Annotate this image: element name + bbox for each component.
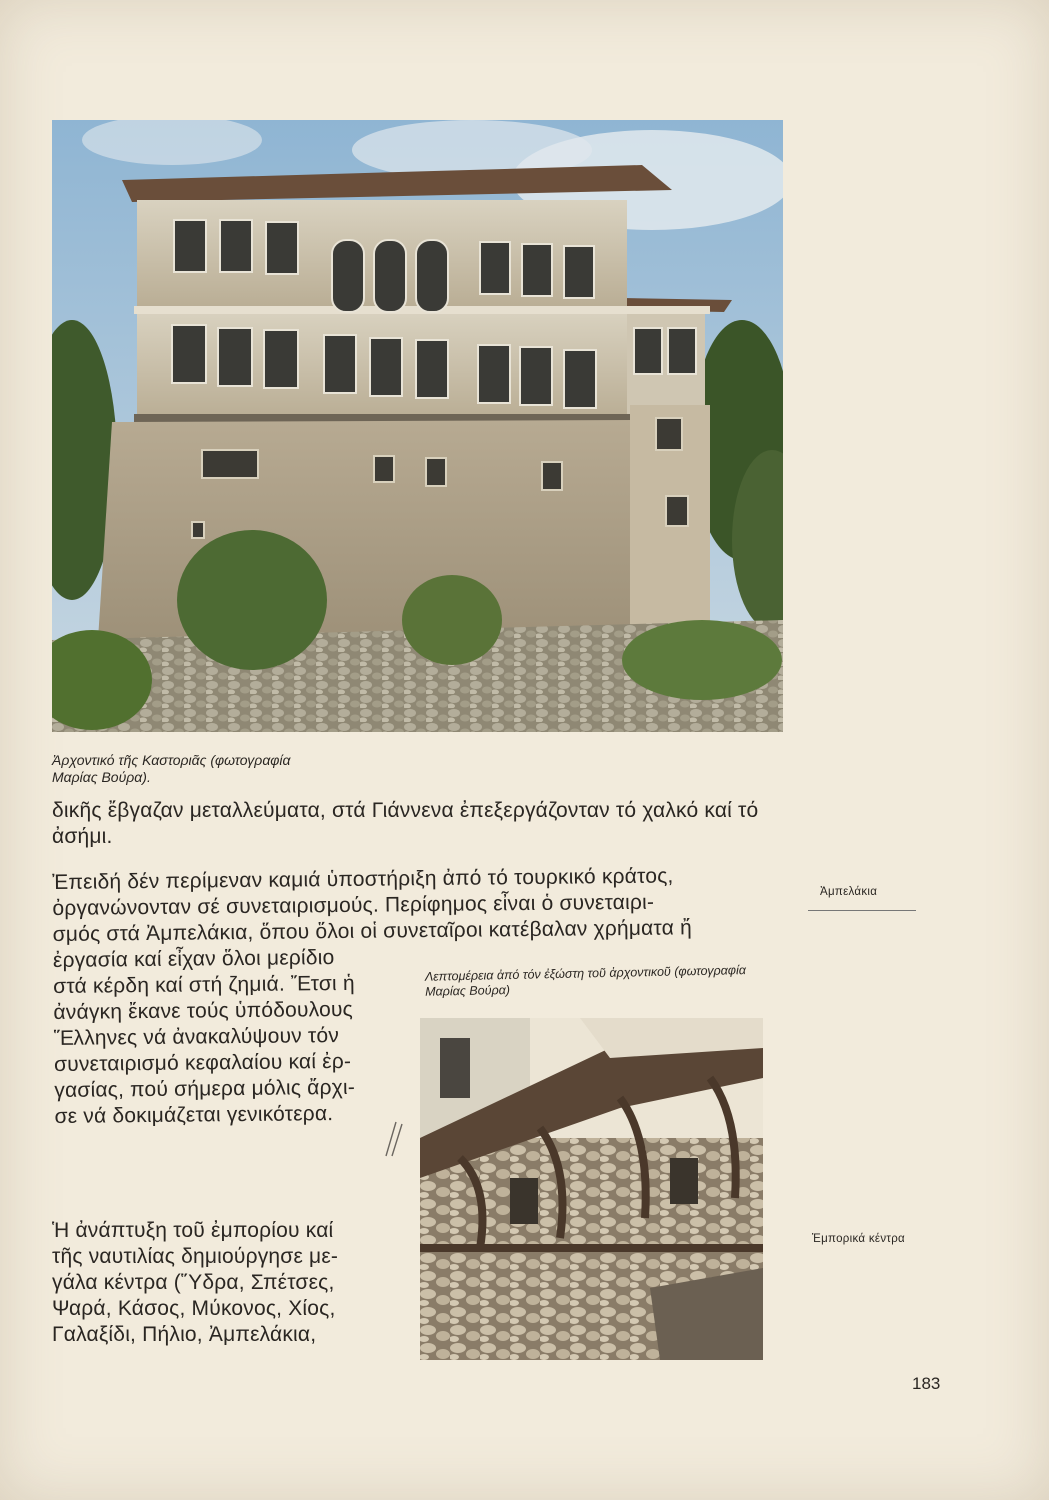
page-number: 183 xyxy=(912,1374,941,1393)
facade-detail-photo xyxy=(420,1018,763,1360)
paragraph-3-line: Ἡ ἀνάπτυξη τοῦ ἐμπορίου καί xyxy=(52,1219,334,1242)
paragraph-2-line: Ἕλληνες νά ἀνακαλύψουν τόν xyxy=(53,1024,340,1050)
margin-divider xyxy=(808,910,916,911)
paragraph-2-line: ὀργανώνονταν σέ συνεταιρισμούς. Περίφημος εἶναι ὁ συνεταιρι- xyxy=(52,890,655,920)
mansion-photo-icon xyxy=(52,120,783,732)
paragraph-3-line: Γαλαξίδι, Πήλιο, Ἀμπελάκια, xyxy=(52,1323,317,1346)
paragraph-3-line: γάλα κέντρα (Ὕδρα, Σπέτσες, xyxy=(52,1271,335,1294)
paragraph-1: δικῆς ἔβγαζαν μεταλλεύματα, στά Γιάννενα ἐπεξεργάζονταν τό χαλκό καί τό ἀσήμι. xyxy=(52,799,759,848)
paragraph-2-line: ἀνάγκη ἔκανε τούς ὑπόδουλους xyxy=(53,997,354,1024)
paragraph-3-line: τῆς ναυτιλίας δημιούργησε με- xyxy=(52,1245,339,1268)
paragraph-2-line: σμός στά Ἀμπελάκια, ὅπου ὅλοι οἱ συνεταῖροι κατέβαλαν χρήματα ἤ xyxy=(52,916,693,946)
paragraph-3-line: Ψαρά, Κάσος, Μύκονος, Χίος, xyxy=(52,1297,336,1320)
main-photo-caption: Ἀρχοντικό τῆς Καστοριᾶς (φωτογραφία Μαρίας Βούρα). xyxy=(52,752,291,785)
pen-mark-icon xyxy=(380,1118,406,1158)
paragraph-2-line: ἐργασία καί εἶχαν ὅλοι μερίδιο xyxy=(52,946,335,972)
paragraph-2-line: στά κέρδη καί στή ζημιά. Ἔτσι ἡ xyxy=(53,971,355,998)
paragraph-2-line: συνεταιρισμό κεφαλαίου καί ἐρ- xyxy=(53,1049,352,1076)
facade-detail-photo-icon xyxy=(420,1018,763,1360)
paragraph-3 xyxy=(52,1218,402,1348)
mansion-photo xyxy=(52,120,783,732)
paragraph-2-line: γασίας, πού σήμερα μόλις ἄρχι- xyxy=(54,1075,356,1102)
margin-note-trade-centers: Ἐμπορικά κέντρα xyxy=(812,1233,905,1245)
paragraph-2-line: Ἐπειδή δέν περίμεναν καμιά ὑποστήριξη ἀπό τό τουρκικό κράτος, xyxy=(52,864,674,894)
paragraph-2-line: σε νά δοκιμάζεται γενικότερα. xyxy=(54,1102,334,1128)
detail-photo-caption: Λεπτομέρεια ἀπό τόν ἐξώστη τοῦ ἀρχοντικοῦ (φωτογραφία Μαρίας Βούρα) xyxy=(424,963,747,999)
margin-note-ampelakia: Ἀμπελάκια xyxy=(820,886,878,898)
